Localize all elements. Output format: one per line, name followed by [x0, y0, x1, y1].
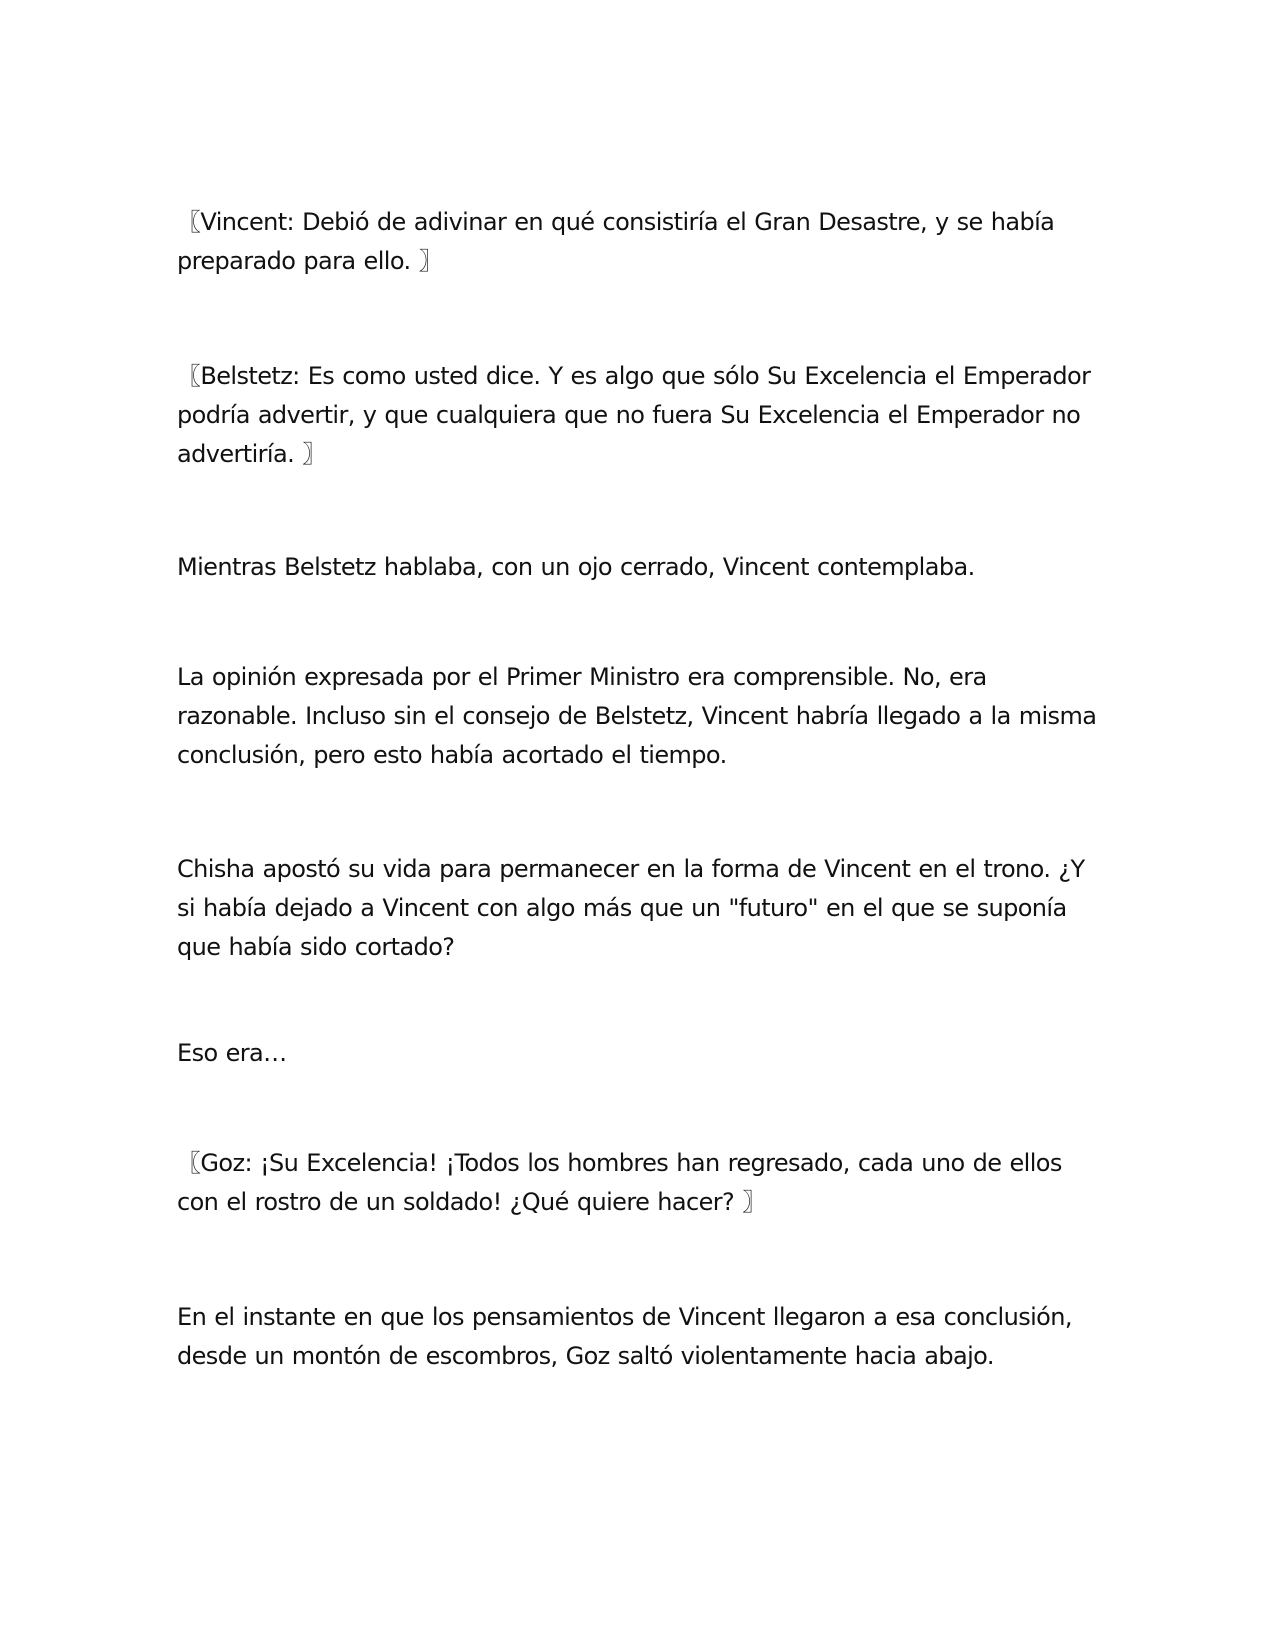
paragraph-vincent-dialogue: 〖Vincent: Debió de adivinar en qué consistiría el Gran Desastre, y se había preparado para ello. 〗 — [177, 208, 1055, 275]
paragraph-goz-dialogue: 〖Goz: ¡Su Excelencia! ¡Todos los hombres han regresado, cada uno de ellos con el rostro de un soldado! ¿Qué quiere hacer? 〗 — [177, 1149, 1062, 1216]
paragraph-belstetz-dialogue: 〖Belstetz: Es como usted dice. Y es algo que sólo Su Excelencia el Emperador podría advertir, y que cualquiera que no fuera Su Excelencia el Emperador no advertiría. 〗 — [177, 362, 1091, 468]
paragraph-narration-eso-era: Eso era… — [177, 1039, 287, 1067]
paragraph-narration-contemplation: Mientras Belstetz hablaba, con un ojo cerrado, Vincent contemplaba. — [177, 553, 975, 581]
paragraph-narration-chisha: Chisha apostó su vida para permanecer en la forma de Vincent en el trono. ¿Y si había dejado a Vincent con algo más que un "futuro" en el que se suponía que había sido cortado? — [177, 855, 1085, 961]
paragraph-narration-opinion: La opinión expresada por el Primer Ministro era comprensible. No, era razonable. Incluso sin el consejo de Belstetz, Vincent habría llegado a la misma conclusión, pero esto había acortado el tiempo. — [177, 663, 1097, 769]
paragraph-narration-conclusion: En el instante en que los pensamientos de Vincent llegaron a esa conclusión, desde un montón de escombros, Goz saltó violentamente hacia abajo. — [177, 1303, 1072, 1370]
